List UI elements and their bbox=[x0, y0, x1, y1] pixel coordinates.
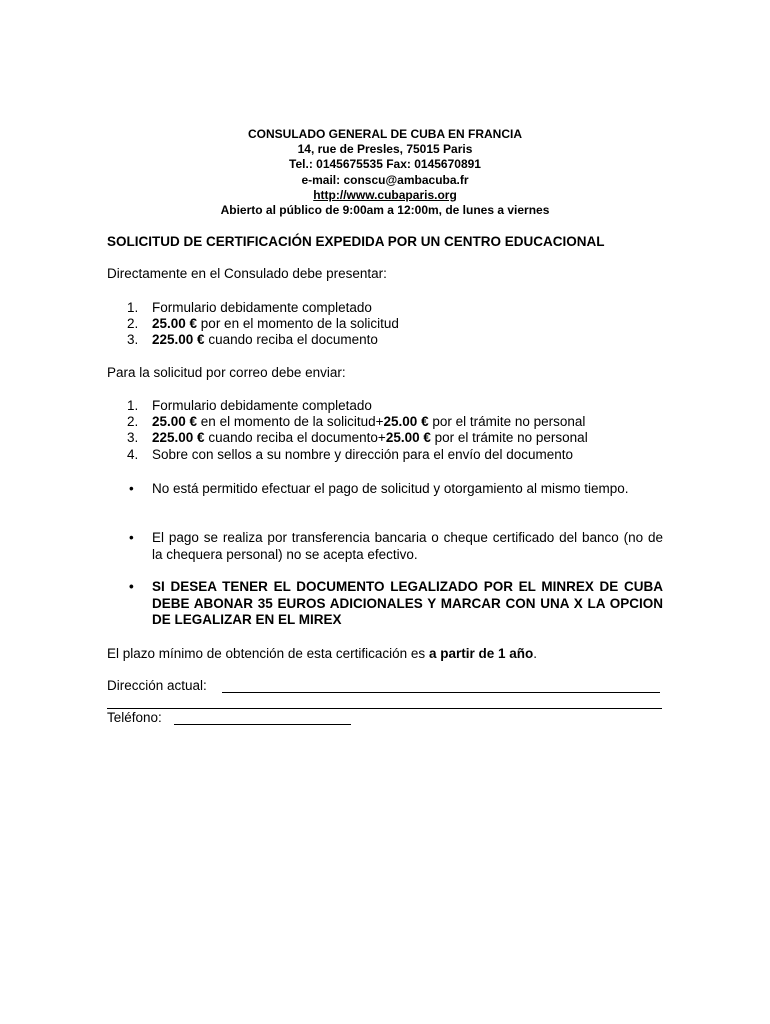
section1-list bbox=[107, 300, 399, 349]
consulate-address: 14, rue de Presles, 75015 Paris bbox=[297, 142, 473, 157]
list-item: 3. 225.00 € cuando reciba el documento+25.00 € por el trámite no personal bbox=[127, 430, 588, 446]
address-field-label: Dirección actual: bbox=[107, 678, 207, 693]
processing-time-note: El plazo mínimo de obtención de esta certificación es a partir de 1 año. bbox=[107, 646, 537, 661]
list-item: • El pago se realiza por transferencia bancaria o cheque certificado del banco (no de la chequera personal) no se acepta efectivo. bbox=[129, 530, 663, 562]
consulate-header bbox=[0, 127, 770, 218]
section2-list bbox=[107, 398, 588, 463]
list-item: • No está permitido efectuar el pago de solicitud y otorgamiento al mismo tiempo. bbox=[129, 481, 629, 496]
list-item: 2. 25.00 € en el momento de la solicitud+25.00 € por el trámite no personal bbox=[127, 414, 586, 430]
list-item: 1. Formulario debidamente completado bbox=[127, 398, 372, 413]
section1-intro: Directamente en el Consulado debe presentar: bbox=[107, 266, 387, 281]
phone-field-line[interactable] bbox=[174, 724, 351, 725]
list-item: 2. 25.00 € por en el momento de la solicitud bbox=[127, 316, 399, 332]
document-title: SOLICITUD DE CERTIFICACIÓN EXPEDIDA POR UN CENTRO EDUCACIONAL bbox=[107, 234, 605, 249]
consulate-phone-fax: Tel.: 0145675535 Fax: 0145670891 bbox=[289, 157, 481, 172]
consulate-hours: Abierto al público de 9:00am a 12:00m, de lunes a viernes bbox=[220, 203, 550, 218]
address-field-line-2[interactable] bbox=[107, 708, 662, 709]
note-bullet-3-legalization bbox=[107, 579, 663, 629]
consulate-website-link[interactable]: http://www.cubaparis.org bbox=[313, 187, 457, 202]
list-item: 4. Sobre con sellos a su nombre y dirección para el envío del documento bbox=[127, 446, 573, 462]
note-bullet-1 bbox=[107, 481, 663, 498]
address-field-line[interactable] bbox=[222, 692, 660, 693]
list-item: 3. 225.00 € cuando reciba el documento bbox=[127, 332, 378, 348]
list-item: 1. Formulario debidamente completado bbox=[127, 300, 372, 315]
list-item: • SI DESEA TENER EL DOCUMENTO LEGALIZADO POR EL MINREX DE CUBA DEBE ABONAR 35 EUROS ADICIONALES Y MARCAR CON UNA X LA OPCION DE LEGALIZAR EN EL MIREX bbox=[129, 579, 663, 627]
section2-intro: Para la solicitud por correo debe enviar: bbox=[107, 365, 346, 380]
phone-field-label: Teléfono: bbox=[107, 710, 162, 725]
consulate-name: CONSULADO GENERAL DE CUBA EN FRANCIA bbox=[247, 127, 522, 141]
note-bullet-2 bbox=[107, 530, 663, 563]
consulate-email: e-mail: conscu@ambacuba.fr bbox=[301, 172, 469, 187]
